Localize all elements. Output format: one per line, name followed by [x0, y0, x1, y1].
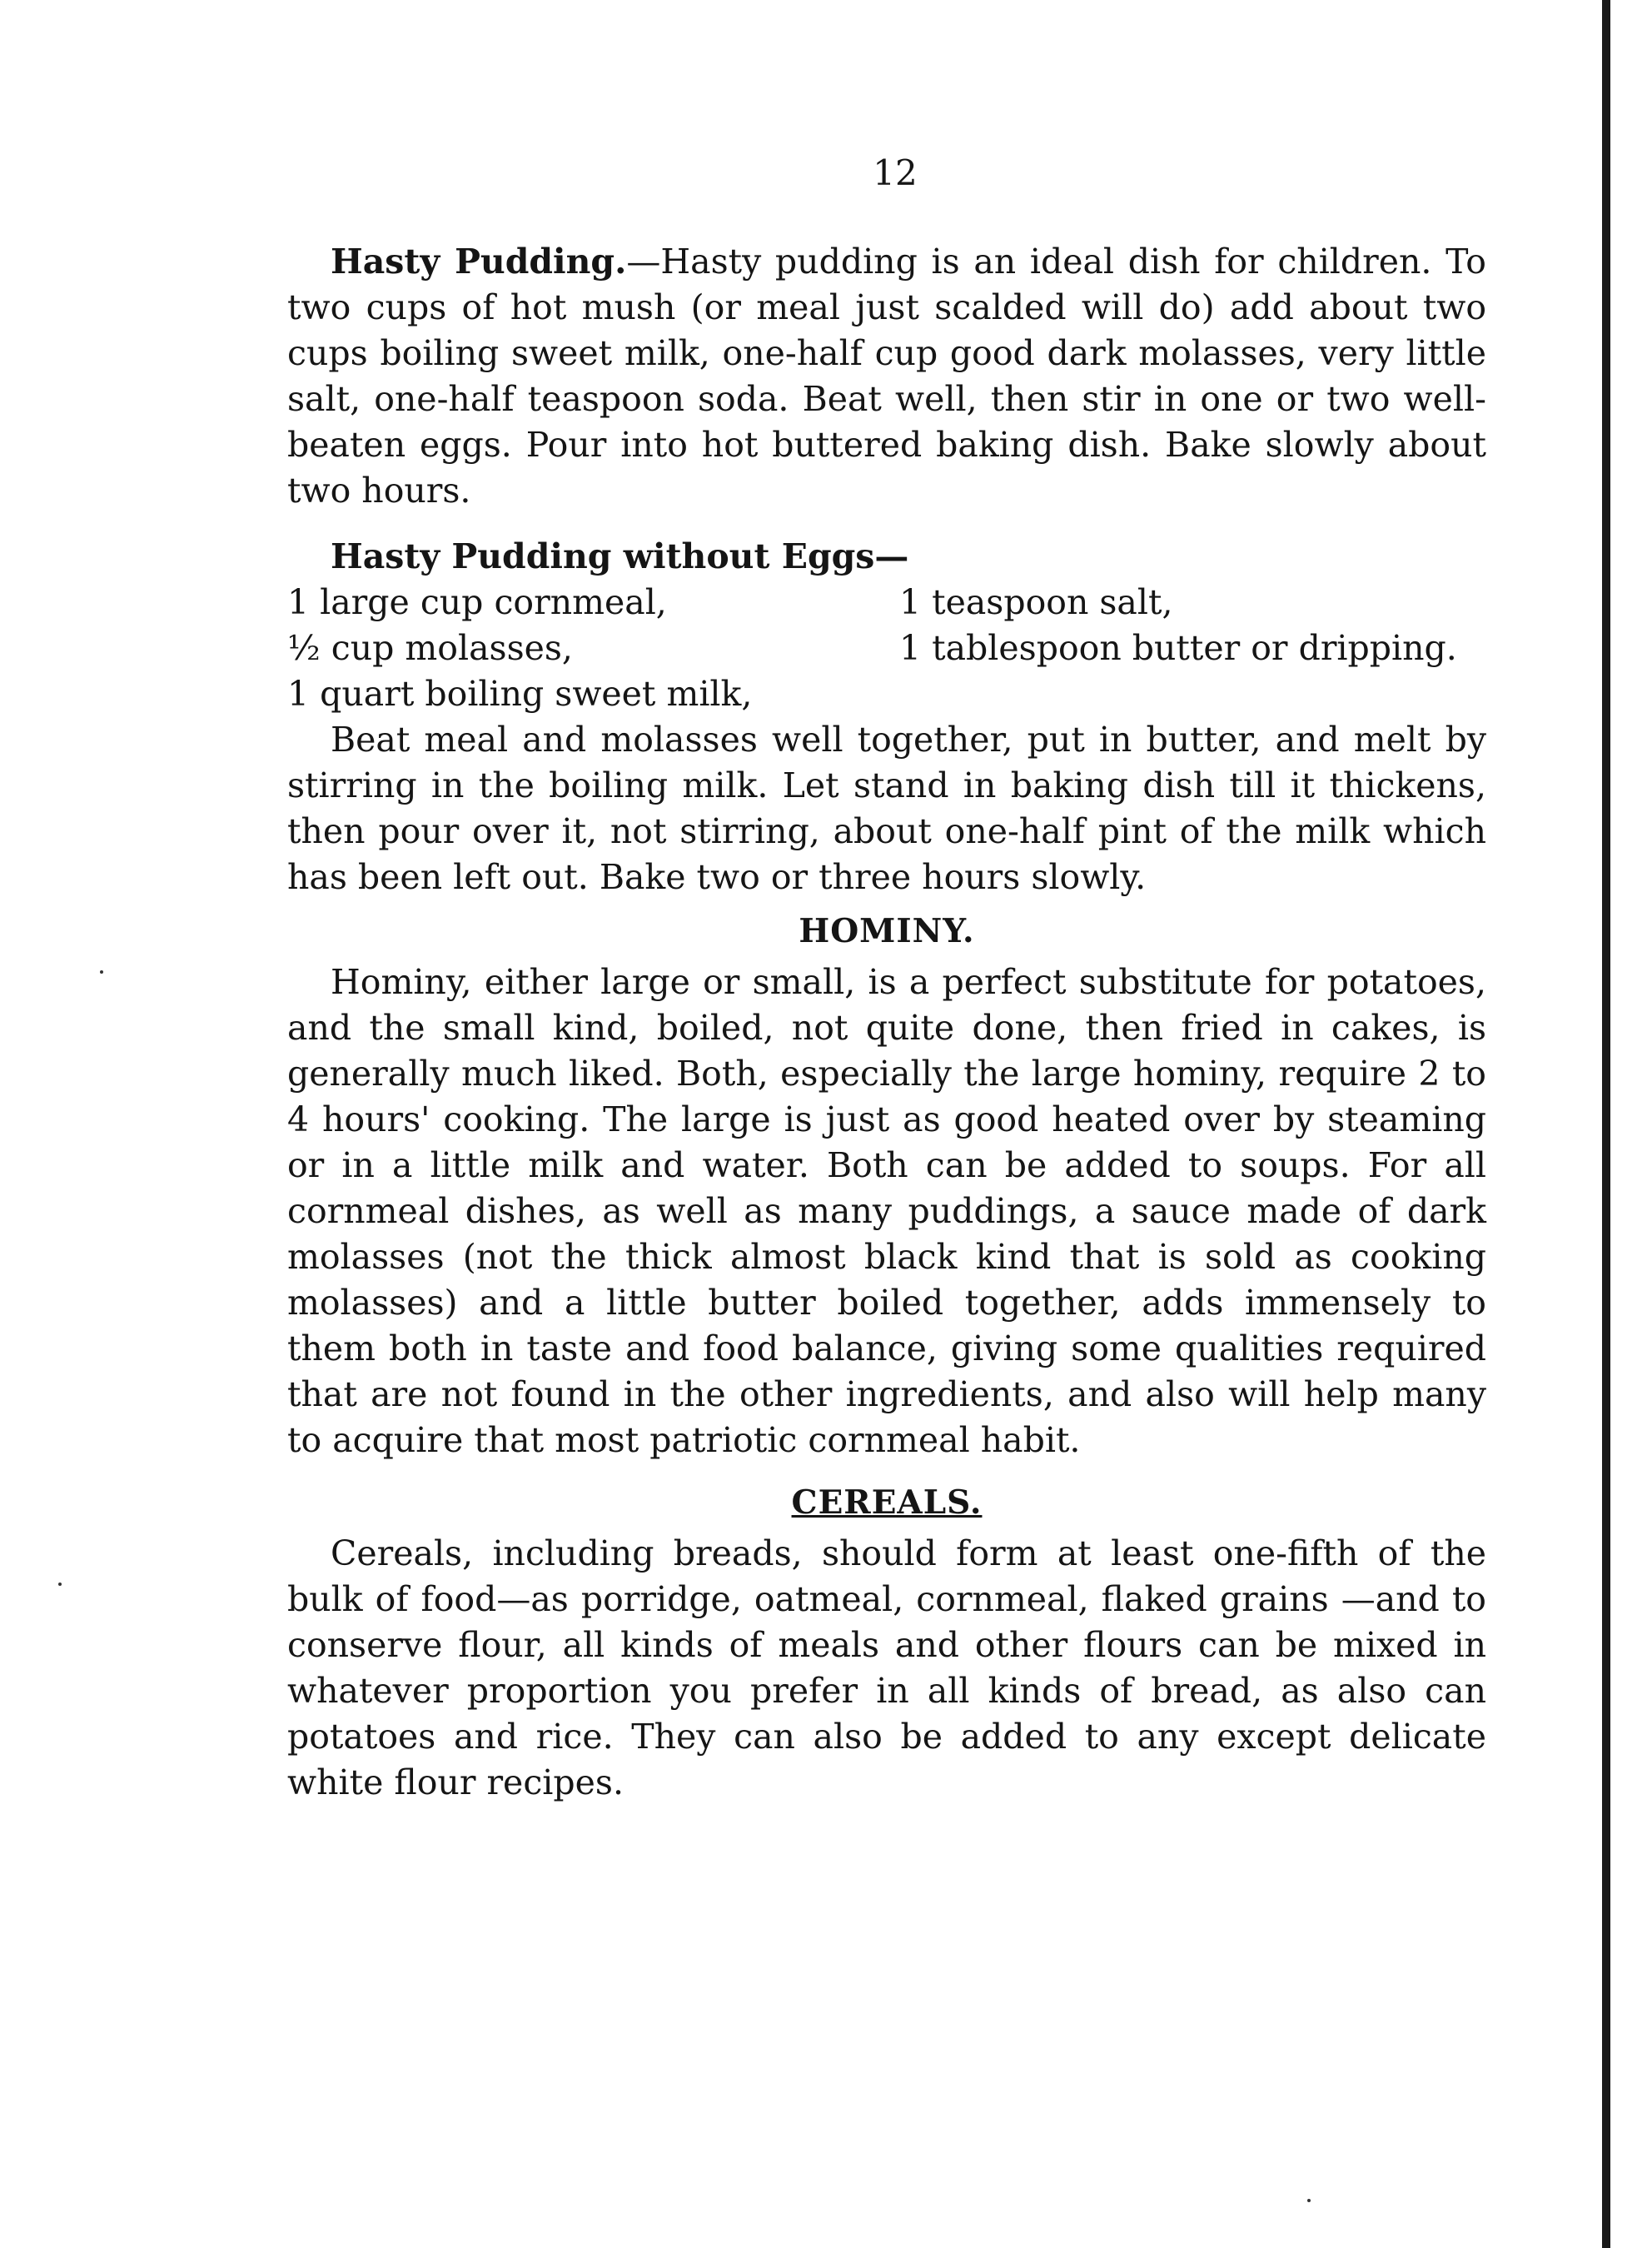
ingredient-item: 1 large cup cornmeal, — [287, 582, 667, 622]
ingredient-item: 1 tablespoon butter or dripping. — [899, 628, 1457, 668]
scan-speck — [1307, 2199, 1311, 2202]
scan-speck — [58, 1583, 62, 1586]
hominy-heading: HOMINY. — [799, 912, 975, 950]
hasty-pudding-title: Hasty Pudding. — [331, 242, 627, 282]
page-number: 12 — [873, 152, 918, 193]
hominy-paragraph: Hominy, either large or small, is a perfect substitute for potatoes, and the small kind, boiled, not quite done, then fried in cakes, is generally much liked. Both, especially the large hominy, require 2 to 4 hours' cooking. The large is just as good heated over by steaming or in a little milk and water. Both can be added to soups. For all cornmeal dishes, as well as many puddings, a sauce made of dark molasses (not the thick almost black kind that is sold as cooking molasses) and a little butter boiled together, adds immensely to them both in taste and food balance, giving some qualities required that are not found in the other ingredients, and also will help many to acquire that most patriotic cornmeal habit. — [287, 962, 1486, 1460]
page-content — [287, 150, 1486, 1806]
scan-speck — [100, 970, 103, 974]
ingredient-item: ½ cup molasses, — [287, 628, 573, 668]
ingredient-item: 1 quart boiling sweet milk, — [287, 674, 753, 714]
cereals-heading: CEREALS. — [791, 1483, 983, 1522]
hasty-pudding-without-eggs-title: Hasty Pudding without Eggs— — [331, 536, 909, 576]
hasty-pudding-text: —Hasty pudding is an ideal dish for children. To two cups of hot mush (or meal just scalded will do) add about two cups boiling sweet milk, one-half cup good dark molasses, very little salt, one-half teaspoon soda. Beat well, then stir in one or two well-beaten eggs. Pour into hot buttered baking dish. Bake slowly about two hours. — [287, 242, 1486, 511]
ingredient-list — [287, 580, 1486, 717]
hasty-pudding-without-eggs-method: Beat meal and molasses well together, put in butter, and melt by stirring in the boiling milk. Let stand in baking dish till it thickens, then pour over it, not stirring, about one-half pint of the milk which has been left out. Bake two or three hours slowly. — [287, 720, 1486, 897]
page-edge-rule — [1602, 0, 1610, 2248]
ingredient-item: 1 teaspoon salt, — [899, 582, 1173, 622]
hasty-pudding-paragraph — [287, 239, 1486, 514]
cereals-paragraph: Cereals, including breads, should form at least one-fifth of the bulk of food—as porridge, oatmeal, cornmeal, flaked grains —and to conserve flour, all kinds of meals and other flours can be mixed in whatever proportion you prefer in all kinds of bread, as also can potatoes and rice. They can also be added to any except delicate white flour recipes. — [287, 1533, 1486, 1802]
